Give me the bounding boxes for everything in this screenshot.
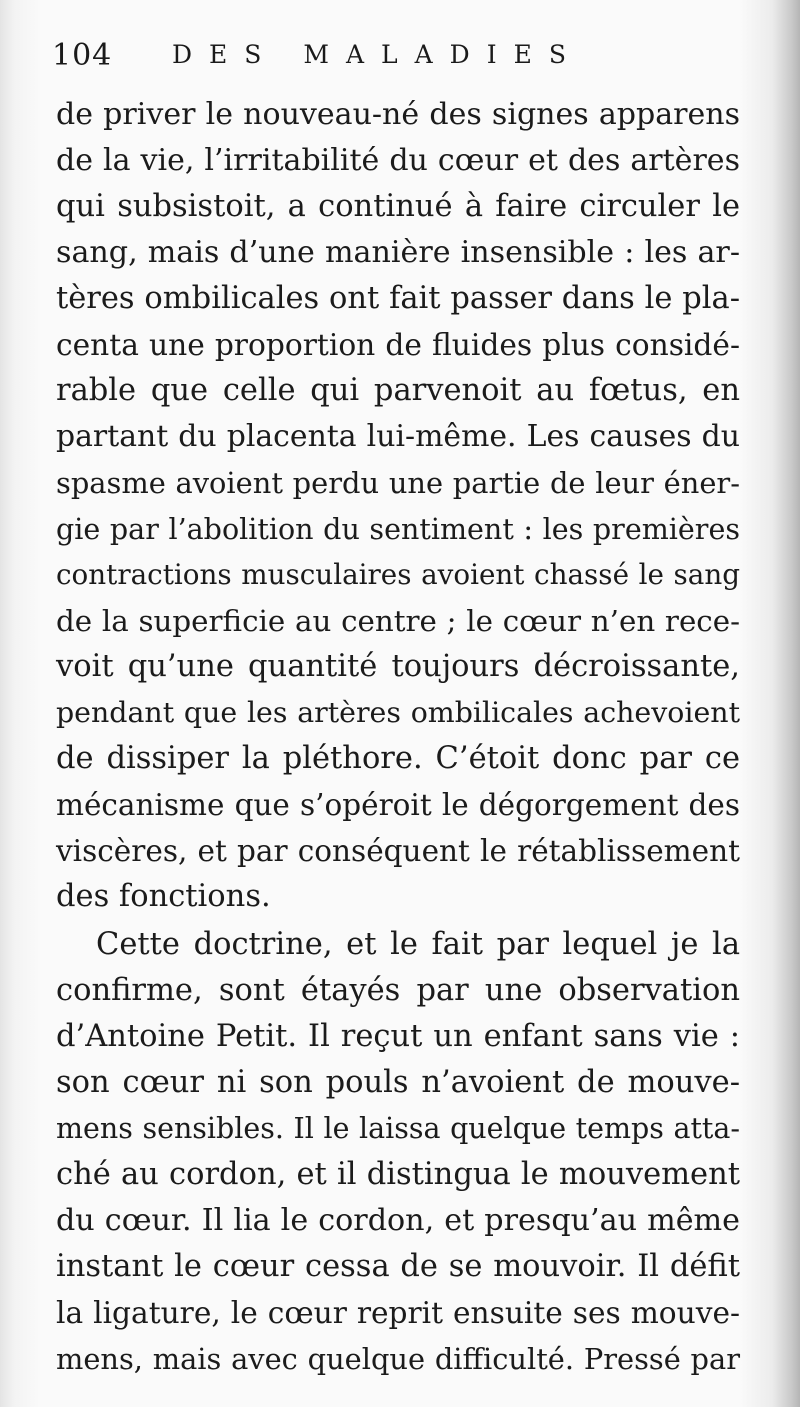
text-line: contractions musculaires avoient chassé le sang (56, 558, 740, 591)
running-title: DES MALADIES (172, 40, 583, 69)
text-line: spasme avoient perdu une partie de leur éner- (56, 466, 740, 500)
text-line: centa une proportion de fluides plus considé- (56, 327, 740, 362)
text-line: partant du placenta lui-même. Les causes du (56, 419, 740, 454)
text-line: mécanisme que s’opéroit le dégorgement des (56, 788, 740, 822)
text-line: voit qu’une quantité toujours décroissante, (56, 649, 740, 684)
text-line: sang, mais d’une manière insensible : les ar- (56, 235, 740, 270)
text-line: de la superficie au centre ; le cœur n’en rece- (56, 604, 740, 638)
text-line: de la vie, l’irritabilité du cœur et des artères (56, 143, 740, 178)
text-line: rable que celle qui parvenoit au fœtus, en (56, 373, 740, 408)
text-line: ché au cordon, et il distingua le mouvement (56, 1157, 740, 1192)
running-head (52, 38, 752, 78)
paragraph-1 (56, 92, 740, 920)
body-text (56, 92, 740, 1382)
text-line: son cœur ni son pouls n’avoient de mouve- (56, 1065, 740, 1100)
text-line: instant le cœur cessa de se mouvoir. Il défit (56, 1249, 740, 1284)
text-line: gie par l’abolition du sentiment : les premières (56, 512, 740, 546)
text-line: confirme, sont étayés par une observation (56, 973, 740, 1008)
text-line: tères ombilicales ont fait passer dans le pla- (56, 281, 740, 316)
text-line: la ligature, le cœur reprit ensuite ses mouve- (56, 1295, 740, 1330)
text-line: d’Antoine Petit. Il reçut un enfant sans vie : (56, 1019, 740, 1054)
text-line: du cœur. Il lia le cordon, et presqu’au même (56, 1203, 740, 1238)
text-line: des fonctions. (56, 879, 271, 914)
text-line: viscères, et par conséquent le rétablissement (56, 834, 740, 868)
text-line: mens, mais avec quelque difficulté. Pressé par (56, 1342, 740, 1376)
text-line: qui subsistoit, a continué à faire circuler le (56, 189, 740, 224)
text-line: de priver le nouveau-né des signes apparens (56, 97, 740, 132)
page-number: 104 (52, 38, 113, 73)
text-line: mens sensibles. Il le laissa quelque temps atta- (56, 1112, 740, 1145)
text-line: pendant que les artères ombilicales achevoient (56, 696, 740, 729)
text-line: de dissiper la pléthore. C’étoit donc par ce (56, 741, 740, 776)
text-line: Cette doctrine, et le fait par lequel je la (96, 927, 740, 962)
paragraph-2 (56, 922, 740, 1382)
